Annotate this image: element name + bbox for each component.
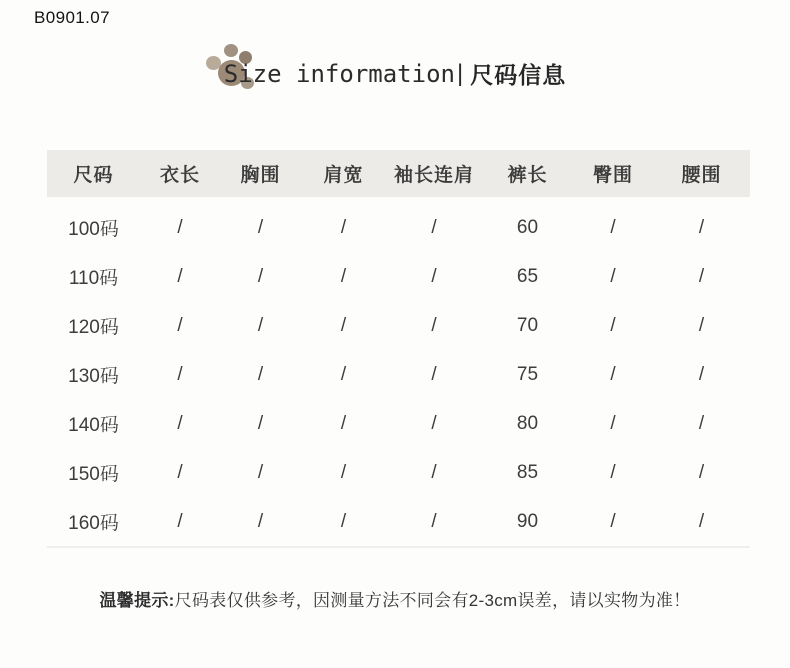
measurement-cell: / [610,412,616,434]
measurement-cell: 90 [516,510,539,532]
table-row [47,203,750,252]
measurement-cell: / [340,363,347,385]
column-header-sleeve: 袖长连肩 [393,165,474,186]
size-cell: 110码 [68,268,119,289]
table-header-row [47,150,750,197]
measurement-cell: / [431,412,437,434]
measurement-cell: / [257,314,264,336]
measurement-cell: / [431,461,437,483]
measurement-cell: / [610,314,616,336]
measurement-cell: / [257,216,264,238]
measurement-cell: / [340,412,347,434]
measurement-cell: / [177,412,183,434]
measurement-cell: / [431,216,437,238]
measurement-cell: / [257,265,264,287]
size-cell: 100码 [68,219,119,240]
column-header-garment-length: 衣长 [159,165,200,186]
measurement-cell: 85 [516,461,539,483]
measurement-cell: 80 [516,412,539,434]
table-row [47,448,750,497]
measurement-cell: / [698,265,705,287]
disclaimer-note [0,586,790,611]
title-chinese: 尺码信息 [470,62,567,88]
measurement-cell: / [257,363,264,385]
measurement-cell: / [610,265,616,287]
table-row [47,497,750,546]
measurement-cell: / [177,510,183,532]
size-cell: 140码 [68,415,119,436]
measurement-cell: 70 [516,314,539,336]
column-header-pants-length: 裤长 [507,165,548,186]
measurement-cell: / [340,216,347,238]
table-row [47,350,750,399]
measurement-cell: / [698,412,705,434]
measurement-cell: / [431,314,437,336]
table-row [47,252,750,301]
column-header-size: 尺码 [73,165,114,186]
measurement-cell: / [610,363,616,385]
measurement-cell: / [340,461,347,483]
measurement-cell: / [431,510,437,532]
measurement-cell: / [610,461,616,483]
measurement-cell: / [340,265,347,287]
page-title [224,57,566,90]
column-header-shoulder: 肩宽 [323,165,364,186]
measurement-cell: / [698,216,705,238]
measurement-cell: / [177,265,183,287]
measurement-cell: / [177,461,183,483]
size-cell: 160码 [68,513,119,534]
table-body [47,197,750,548]
size-cell: 120码 [68,317,119,338]
disclaimer-text: 尺码表仅供参考，因测量方法不同会有2-3cm误差，请以实物为准！ [174,591,691,610]
measurement-cell: / [340,314,347,336]
measurement-cell: / [431,363,437,385]
measurement-cell: / [698,510,705,532]
column-header-chest: 胸围 [240,165,281,186]
column-header-waist: 腰围 [681,165,722,186]
title-row [0,57,790,90]
measurement-cell: 75 [516,363,539,385]
measurement-cell: / [177,216,183,238]
column-header-hip: 臀围 [592,165,633,186]
disclaimer-label: 温馨提示: [99,591,175,610]
size-cell: 130码 [68,366,119,387]
measurement-cell: / [610,216,616,238]
measurement-cell: / [340,510,347,532]
measurement-cell: / [257,461,264,483]
measurement-cell: / [698,461,705,483]
size-table [47,150,750,548]
table-row [47,301,750,350]
measurement-cell: / [698,363,705,385]
title-english: Size information [223,59,455,88]
measurement-cell: / [257,510,264,532]
measurement-cell: / [177,314,183,336]
measurement-cell: / [610,510,616,532]
measurement-cell: / [698,314,705,336]
size-cell: 150码 [68,464,119,485]
measurement-cell: 65 [516,265,539,287]
table-row [47,399,750,448]
product-code: B0901.07 [34,8,110,27]
measurement-cell: / [257,412,264,434]
measurement-cell: / [177,363,183,385]
title-separator: | [456,59,464,87]
measurement-cell: 60 [516,216,539,238]
measurement-cell: / [431,265,437,287]
